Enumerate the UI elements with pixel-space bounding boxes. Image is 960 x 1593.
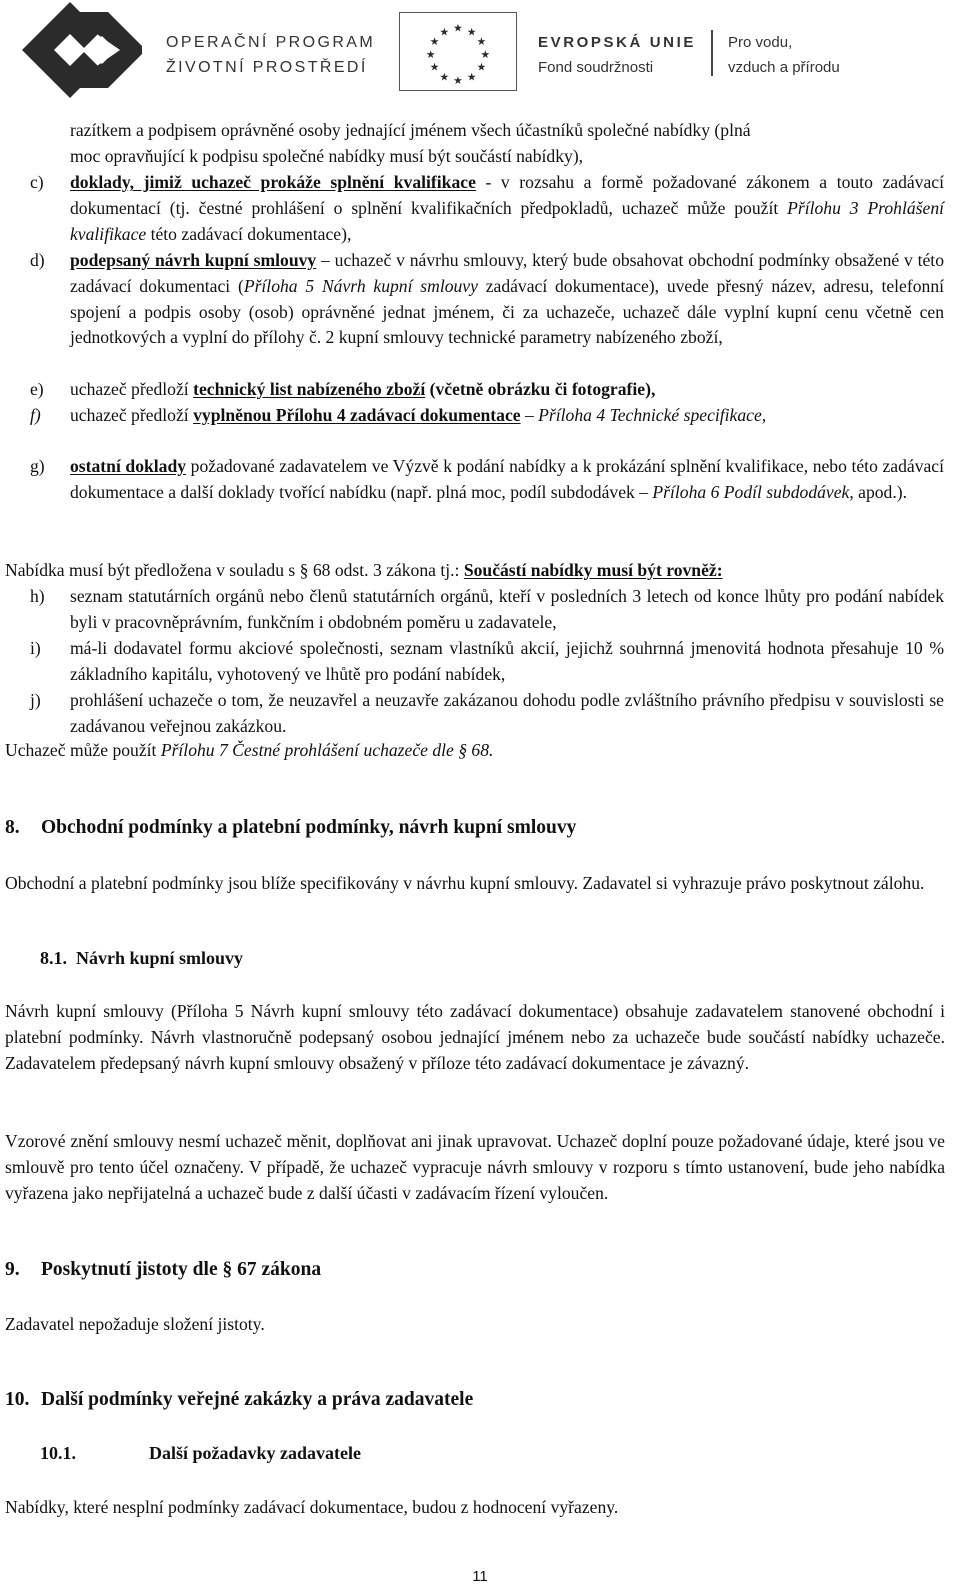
motto-line1: Pro vodu, <box>728 34 793 51</box>
section-8-1-paragraph-2: Vzorové znění smlouvy nesmí uchazeč měnit, doplňovat ani jinak upravovat. Uchazeč doplní pouze požadované údaje, které jsou ve smlouvě pro tento účel označeny. V případě, že uchazeč vypracuje návrh smlouvy v rozporu s tímto ustanovení, bude jeho nabídka vyřazena jako nepřijatelná a uchazeč bude z další účasti v zadávacím řízení vyloučen. <box>5 1131 945 1203</box>
section-8-paragraph: Obchodní a platební podmínky jsou blíže specifikovány v návrhu kupní smlouvy. Zadavatel si vyhrazuje právo poskytnout zálohu. <box>5 873 925 893</box>
italic-part: Přílohu 3 Prohlášení kvalifikace <box>70 197 944 244</box>
list-label: h) <box>30 586 45 606</box>
bold-underlined: technický list nabízeného zboží <box>193 379 426 399</box>
list-item-g <box>30 454 944 534</box>
text-part: , apod.). <box>849 481 908 502</box>
list-label: c) <box>30 172 44 192</box>
svg-text:★: ★ <box>466 70 477 84</box>
header-divider <box>711 30 713 76</box>
section-10-heading <box>5 1389 474 1411</box>
list-text <box>70 170 944 247</box>
list-label: g) <box>30 456 45 476</box>
svg-text:★: ★ <box>453 21 463 35</box>
svg-text:★: ★ <box>476 60 487 74</box>
list-item-h <box>30 584 944 636</box>
intro-line2: moc opravňující k podpisu společné nabídky musí být součástí nabídky), <box>70 145 584 166</box>
list-item-f <box>30 403 944 455</box>
list-label: e) <box>30 379 44 399</box>
uchazec-paragraph <box>5 738 945 764</box>
text-part: – <box>520 405 539 425</box>
list-item-e <box>30 377 944 403</box>
text-part: zadávací dokumentace), uvede přesný název, adresu, telefonní spojení a podpis osoby (osob) oprávněné jednat jménem, či za uchazeče, uchazeč dále vyplní kupní cenu včetně cen jednotkových a vyplní do přílohy č. 2 kupní smlouvy technické parametry nabízeného zboží, <box>70 275 945 348</box>
intro-paragraph <box>70 118 944 170</box>
eu-line1: EVROPSKÁ UNIE <box>538 34 696 51</box>
page-number: 11 <box>472 1568 488 1585</box>
op-zp-logo-icon <box>22 2 150 98</box>
italic-part: Příloha 6 Podíl subdodávek <box>652 481 850 502</box>
bold-part: (včetně obrázku či fotografie), <box>425 379 656 399</box>
bold-underlined: ostatní doklady <box>70 456 187 476</box>
list-item-i <box>30 636 944 688</box>
list-item-j <box>30 688 944 740</box>
section-9-heading <box>5 1259 322 1281</box>
bold-underlined: doklady, jimiž uchazeč prokáže splnění kvalifikace <box>70 172 476 192</box>
list-item-c <box>30 170 944 250</box>
list-text <box>70 454 944 506</box>
svg-text:★: ★ <box>439 25 450 39</box>
section-10-1-heading <box>40 1443 362 1464</box>
text-part: Uchazeč může použít <box>5 740 161 760</box>
list-item-d <box>30 248 944 382</box>
italic-part: Přílohu 7 Čestné prohlášení uchazeče dle § 68. <box>160 740 494 760</box>
section-title: Návrh kupní smlouvy <box>76 948 244 968</box>
op-line2: ŽIVOTNÍ PROSTŘEDÍ <box>166 59 368 76</box>
section-10-1-paragraph: Nabídky, které nesplní podmínky zadávací dokumentace, budou z hodnocení vyřazeny. <box>5 1497 619 1517</box>
motto <box>728 30 840 80</box>
text-part: uchazeč předloží <box>70 379 194 399</box>
list-text <box>70 377 944 403</box>
eu-line2: Fond soudržnosti <box>538 59 654 76</box>
list-text: prohlášení uchazeče o tom, že neuzavřel a neuzavře zakázanou dohodu podle zvláštního právního předpisu v souvislosti se zadávanou veřejnou zakázkou. <box>70 690 944 736</box>
svg-text:★: ★ <box>425 47 436 61</box>
page-header <box>0 0 960 100</box>
svg-text:★: ★ <box>466 25 477 39</box>
section-8-1-paragraph-1: Návrh kupní smlouvy (Příloha 5 Návrh kupní smlouvy této zadávací dokumentace) obsahuje zadavatelem stanovené obchodní i platební podmínky. Návrh vlastnoručně podepsaný osobou jednající jménem nebo za uchazeče bude součástí nabídky uchazeče. Zadavatelem předepsaný návrh kupní smlouvy obsažený v příloze této zadávací dokumentace je závazný. <box>5 1001 945 1073</box>
text-part: této zadávací dokumentace), <box>146 223 352 244</box>
eu-flag-icon <box>399 12 517 91</box>
section-title: Další podmínky veřejné zakázky a práva zadavatele <box>41 1389 474 1410</box>
list-text <box>70 248 944 351</box>
italic-part: Příloha 5 Návrh kupní smlouvy <box>243 275 478 296</box>
section-title: Další požadavky zadavatele <box>149 1443 362 1463</box>
svg-text:★: ★ <box>439 70 450 84</box>
svg-text:★: ★ <box>429 60 440 74</box>
text-part: – uchazeč v návrhu smlouvy, který bude obsahovat obchodní podmínky obsažené v této zadávací dokumentaci ( <box>70 250 944 296</box>
list-label: j) <box>30 690 41 710</box>
section-title: Obchodní podmínky a platební podmínky, návrh kupní smlouvy <box>41 817 577 838</box>
list-text: seznam statutárních orgánů nebo členů statutárních orgánů, kteří v posledních 3 letech od konce lhůty pro podání nabídek byli v pracovněprávním, funkčním i obdobném poměru u zadavatele, <box>70 586 944 632</box>
bold-underlined: vyplněnou Přílohu 4 zadávací dokumentace <box>193 405 521 425</box>
list-text: má-li dodavatel formu akciové společnosti, seznam vlastníků akcií, jejichž souhrnná jmenovitá hodnota přesahuje 10 % základního kapitálu, vyhotovený ve lhůtě pro podání nabídek, <box>70 638 944 684</box>
section-9-paragraph: Zadavatel nepožaduje složení jistoty. <box>5 1314 265 1334</box>
section-8-1-heading <box>40 948 244 969</box>
intro-line1: razítkem a podpisem oprávněné osoby jednající jménem všech účastníků společné nabídky (plná <box>70 120 751 140</box>
op-zp-title <box>166 30 375 80</box>
section-number: 8. <box>5 817 20 838</box>
section-number: 9. <box>5 1259 20 1280</box>
text-part: požadované zadavatelem ve Výzvě k podání nabídky a k prokázání splnění kvalifikace, nebo této zadávací dokumentace a další doklady tvořící nabídku (např. plná moc, podíl subdodávek – <box>70 456 944 502</box>
section-number: 8.1. <box>40 948 67 968</box>
op-line1: OPERAČNÍ PROGRAM <box>166 34 376 51</box>
italic-part: Příloha 4 Technické specifikace, <box>538 405 767 425</box>
section-8-heading <box>5 817 577 839</box>
section-title: Poskytnutí jistoty dle § 67 zákona <box>41 1259 322 1280</box>
bold-underlined: podepsaný návrh kupní smlouvy <box>70 250 317 270</box>
bold-underlined: Součástí nabídky musí být rovněž: <box>463 560 723 580</box>
text-part: Nabídka musí být předložena v souladu s § 68 odst. 3 zákona tj.: <box>5 560 464 580</box>
section-number: 10.1. <box>40 1443 76 1463</box>
motto-line2: vzduch a přírodu <box>728 59 840 76</box>
svg-text:★: ★ <box>476 35 487 49</box>
list-text <box>70 403 944 429</box>
section-number: 10. <box>5 1389 30 1410</box>
text-part: uchazeč předloží <box>70 405 194 425</box>
svg-text:★: ★ <box>453 74 463 88</box>
eu-title <box>538 30 696 80</box>
text-part: - v rozsahu a formě požadované zákonem a touto zadávací dokumentací (tj. čestné prohlášení o splnění kvalifikačních předpokladů, uchazeč může použít <box>70 172 944 218</box>
list-label: i) <box>30 638 41 658</box>
nabidka-paragraph <box>5 558 945 584</box>
list-label: d) <box>30 250 45 270</box>
svg-text:★: ★ <box>429 35 440 49</box>
list-label: f) <box>30 405 41 425</box>
svg-text:★: ★ <box>480 47 491 61</box>
